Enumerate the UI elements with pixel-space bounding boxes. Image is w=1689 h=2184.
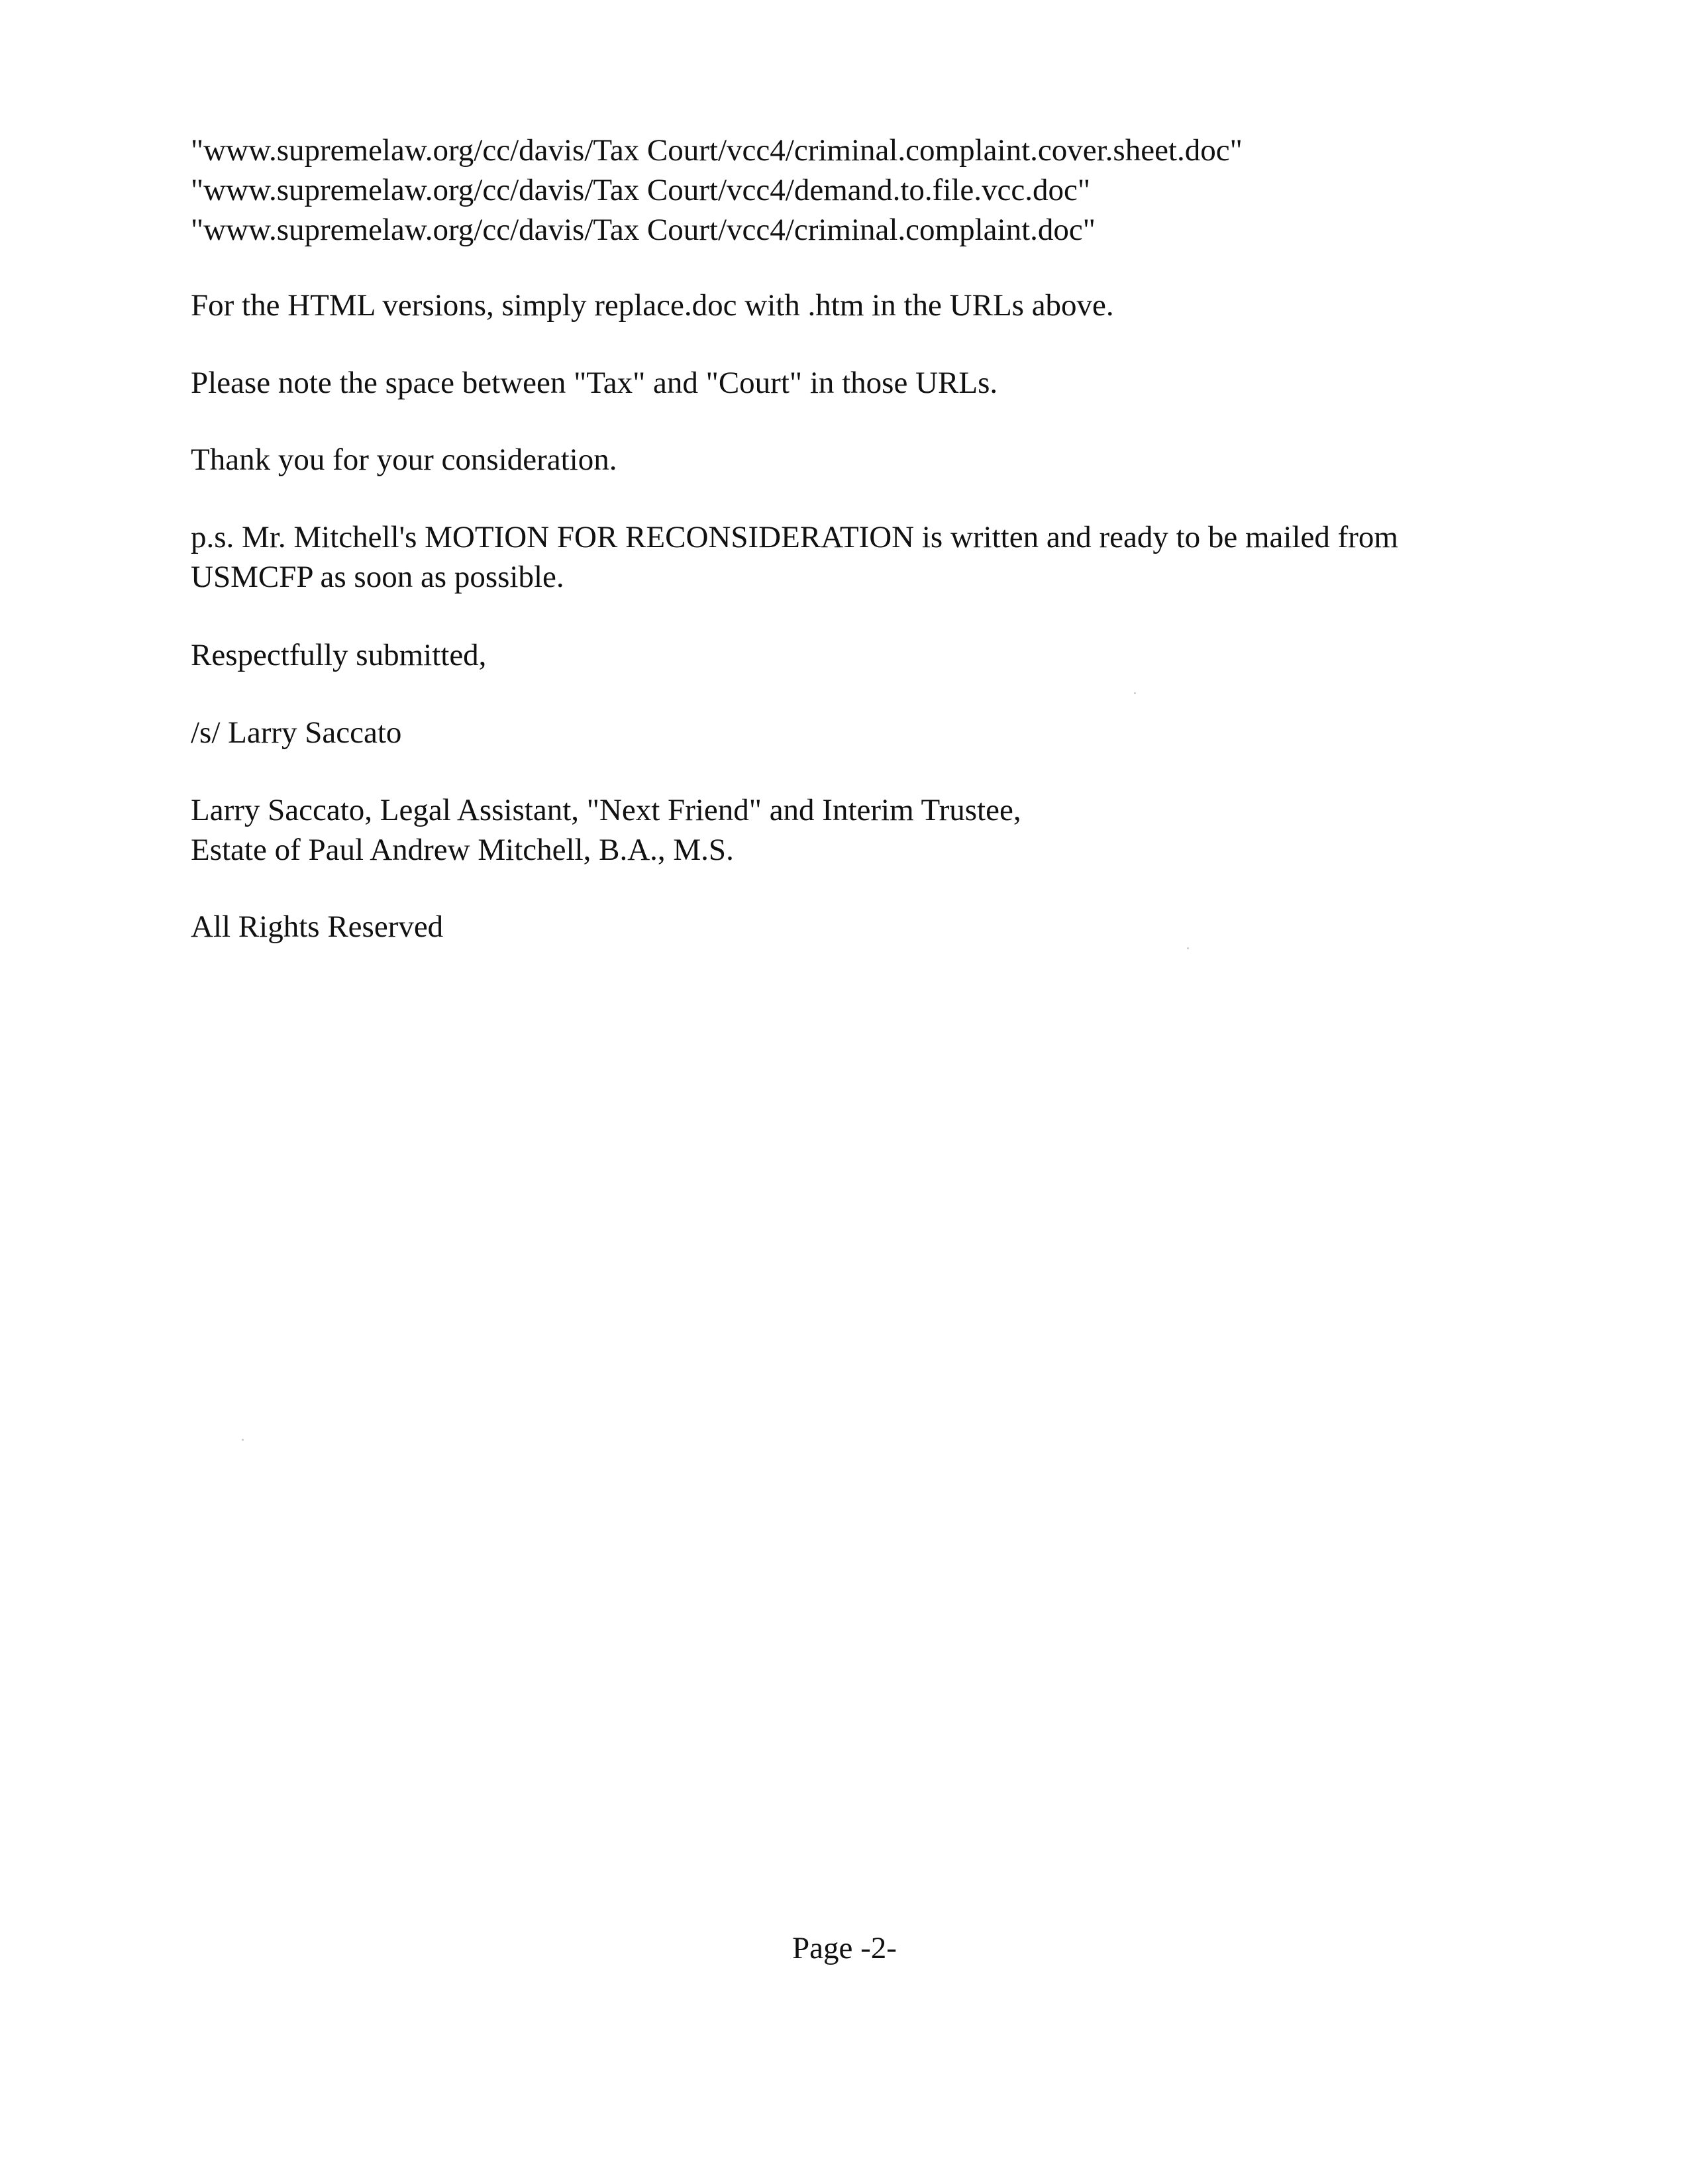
signer-line-2: Estate of Paul Andrew Mitchell, B.A., M.S. [191,833,734,867]
url-line-2: "www.supremelaw.org/cc/davis/Tax Court/vcc4/demand.to.file.vcc.doc" [191,173,1091,207]
url-line-3: "www.supremelaw.org/cc/davis/Tax Court/vcc4/criminal.complaint.doc" [191,213,1096,247]
scan-speck [242,1439,244,1441]
signature-line: /s/ Larry Saccato [191,715,402,750]
scan-speck [1134,692,1136,694]
scan-speck [1187,947,1189,949]
url-line-1: "www.supremelaw.org/cc/davis/Tax Court/vcc4/criminal.complaint.cover.sheet.doc" [191,133,1243,168]
postscript-line-2: USMCFP as soon as possible. [191,560,564,594]
page-number: Page -2- [792,1931,897,1965]
space-note: Please note the space between "Tax" and "Court" in those URLs. [191,366,998,400]
rights-reserved: All Rights Reserved [191,910,444,944]
postscript-line-1: p.s. Mr. Mitchell's MOTION FOR RECONSIDERATION is written and ready to be mailed from [191,520,1398,554]
signer-line-1: Larry Saccato, Legal Assistant, "Next Friend" and Interim Trustee, [191,793,1021,827]
closing-line: Respectfully submitted, [191,638,487,672]
html-versions-note: For the HTML versions, simply replace.doc with .htm in the URLs above. [191,288,1114,323]
thanks-line: Thank you for your consideration. [191,442,617,477]
